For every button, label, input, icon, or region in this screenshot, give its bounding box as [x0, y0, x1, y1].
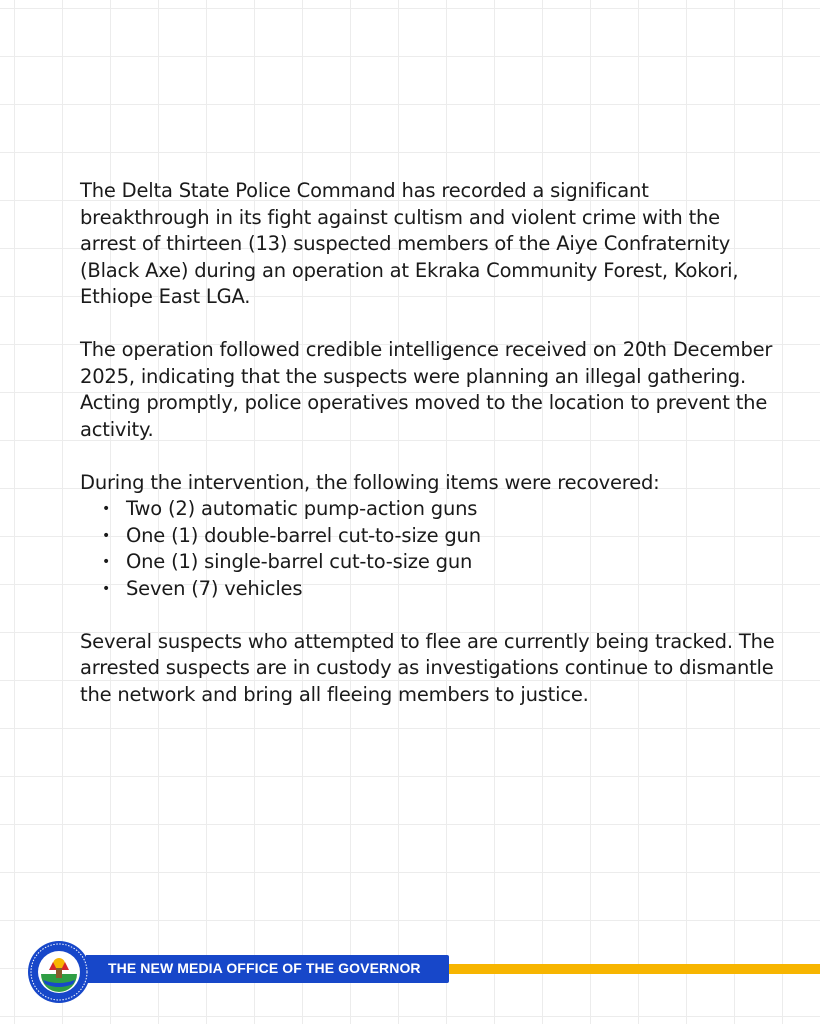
office-banner-label: THE NEW MEDIA OFFICE OF THE GOVERNOR	[108, 960, 421, 976]
closing-paragraph: Several suspects who attempted to flee are currently being tracked. The arrested suspects are in custody as investigations continue to dismantle the network and bring all fleeing members to justice.	[80, 629, 775, 706]
list-item: • One (1) double-barrel cut-to-size gun	[126, 523, 780, 550]
footer-banner	[0, 940, 820, 1000]
recovered-items-intro: During the intervention, the following items were recovered:	[80, 470, 660, 494]
list-item: • One (1) single-barrel cut-to-size gun	[126, 549, 780, 576]
intro-paragraph: The Delta State Police Command has recorded a significant breakthrough in its fight against cultism and violent crime with the arrest of thirteen (13) suspected members of the Aiye Confraternity (Black Axe) during an operation at Ekraka Community Forest, Kokori, Ethiope East LGA.	[80, 179, 739, 308]
office-banner	[86, 955, 449, 983]
list-item: • Two (2) automatic pump-action guns	[126, 496, 780, 523]
delta-state-seal-icon	[27, 940, 91, 1004]
operation-paragraph: The operation followed credible intelligence received on 20th December 2025, indicating that the suspects were planning an illegal gathering. Acting promptly, police operatives moved to the location to prevent the activity.	[80, 338, 773, 441]
press-release-body	[80, 178, 780, 735]
recovered-items-list	[80, 496, 780, 602]
yellow-accent-line	[446, 964, 820, 974]
list-item: • Seven (7) vehicles	[126, 576, 780, 603]
